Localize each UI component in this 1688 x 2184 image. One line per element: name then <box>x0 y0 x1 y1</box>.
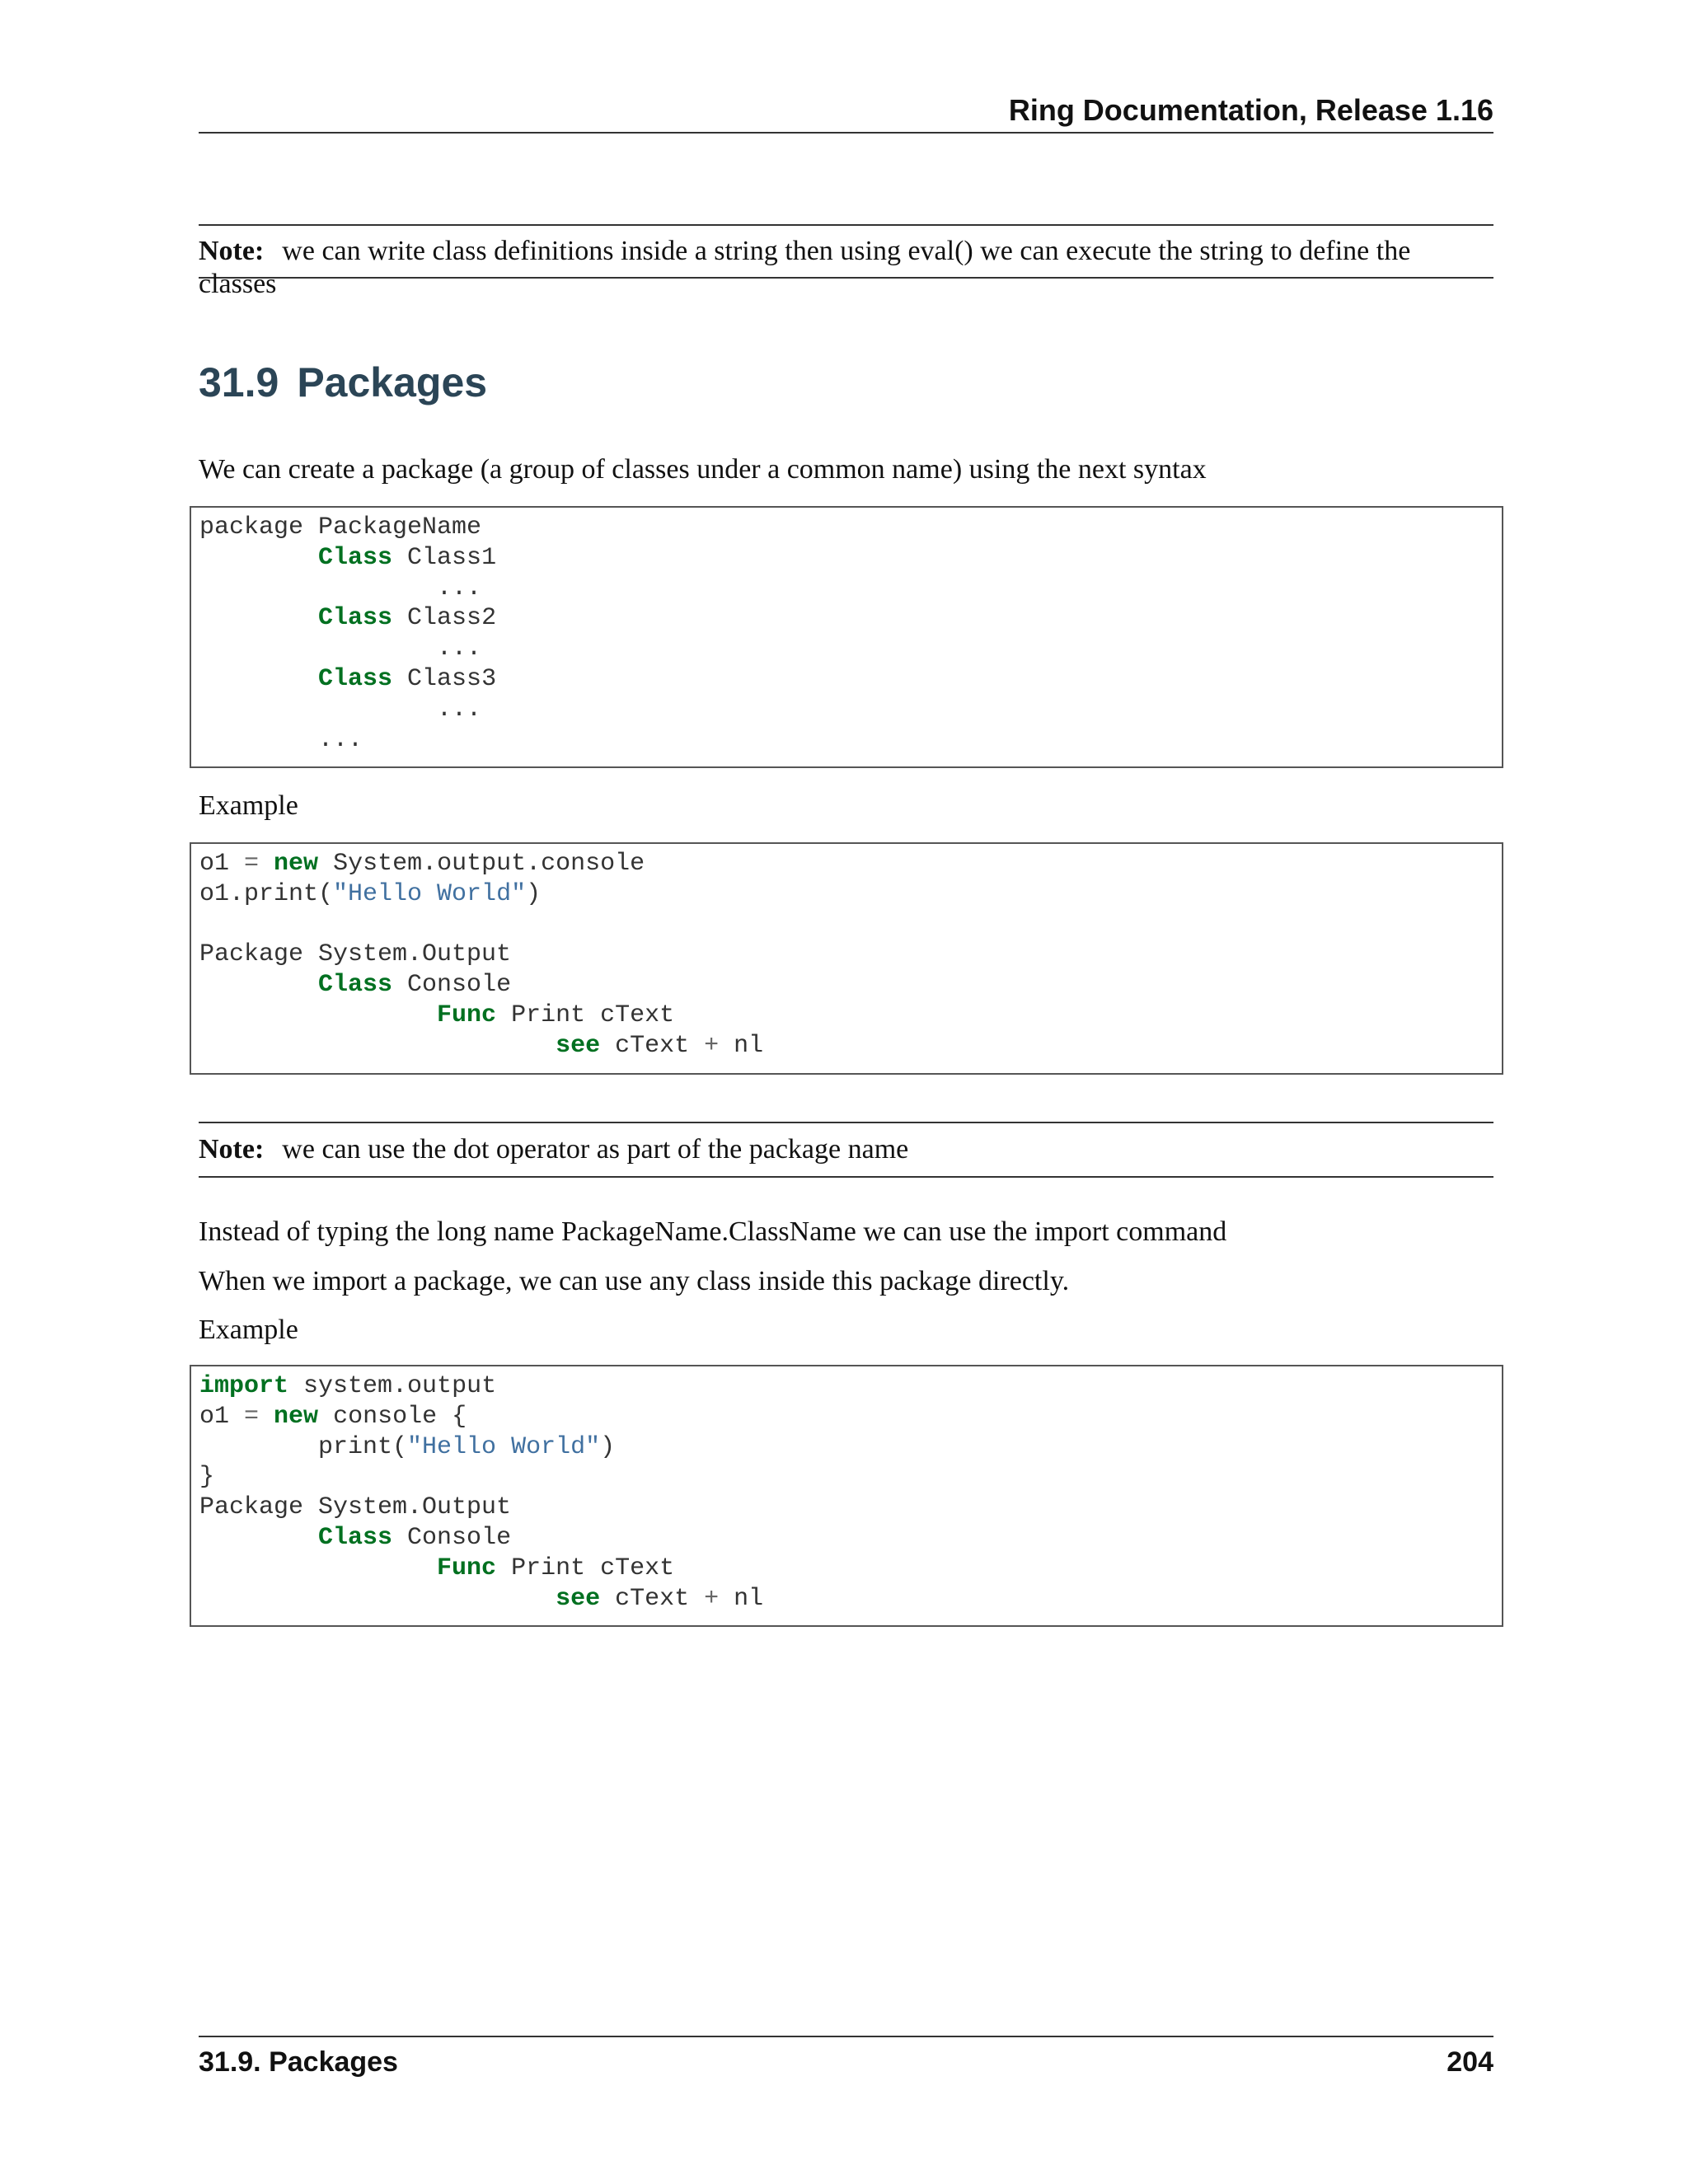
code-line <box>199 1554 1502 1584</box>
section-number: 31.9 <box>199 359 279 405</box>
note-text: we can use the dot operator as part of the package name <box>282 1134 909 1165</box>
code-line <box>199 1523 1502 1554</box>
code-line <box>199 1493 1502 1523</box>
code-string: "Hello World" <box>333 879 527 908</box>
example-label: Example <box>199 790 298 821</box>
code-operator: = <box>244 850 260 878</box>
code-keyword: Class <box>318 1523 393 1552</box>
code-text: system.output <box>288 1372 497 1400</box>
code-block-example-1 <box>190 842 1503 1075</box>
page-number: 204 <box>1447 2046 1493 2078</box>
footer-section: 31.9. Packages <box>199 2046 398 2078</box>
code-keyword: Class <box>318 664 393 693</box>
code-text: Print cText <box>496 1001 675 1029</box>
code-line <box>199 970 1502 1001</box>
code-operator: + <box>704 1031 720 1060</box>
code-keyword: Class <box>318 604 393 633</box>
code-line <box>199 543 1502 574</box>
code-line <box>199 849 1502 879</box>
page-footer <box>199 2036 1493 2079</box>
code-text: cText <box>600 1031 705 1060</box>
code-line <box>199 603 1502 634</box>
section-title: Packages <box>297 359 488 405</box>
code-string: "Hello World" <box>407 1432 601 1461</box>
code-text <box>199 1524 318 1552</box>
section-heading <box>199 358 487 407</box>
code-text <box>199 604 318 632</box>
code-line <box>199 940 1502 970</box>
code-keyword: new <box>274 1402 319 1431</box>
code-text: Console <box>392 971 512 1000</box>
code-text: nl <box>719 1031 764 1060</box>
code-text: Class2 <box>392 604 497 633</box>
code-text: o1.print( <box>199 879 334 908</box>
code-text: package PackageName <box>199 513 482 541</box>
code-line <box>199 513 1502 543</box>
code-line <box>199 879 1502 910</box>
code-line <box>199 695 1502 725</box>
code-keyword: import <box>199 1372 289 1400</box>
code-line <box>199 1584 1502 1615</box>
code-operator: + <box>704 1584 720 1613</box>
code-text: Package System.Output <box>199 1493 512 1522</box>
code-text: Print cText <box>496 1554 675 1582</box>
note-label: Note: <box>199 236 265 266</box>
import-paragraph: Instead of typing the long name PackageName.ClassName we can use the import command <box>199 1216 1227 1247</box>
code-text <box>199 1554 437 1582</box>
code-keyword: Func <box>437 1001 497 1029</box>
code-block-syntax <box>190 506 1503 768</box>
code-text: ... <box>199 635 482 663</box>
code-text: o1 <box>199 1402 245 1431</box>
code-text: Class1 <box>392 543 497 572</box>
code-line <box>199 664 1502 695</box>
code-text <box>199 1001 437 1029</box>
example-label: Example <box>199 1315 298 1345</box>
code-line <box>199 1031 1502 1062</box>
note-dot-operator <box>199 1122 1493 1178</box>
code-block-example-2 <box>190 1365 1503 1627</box>
code-operator: = <box>244 1402 260 1431</box>
code-text: console { <box>318 1402 467 1431</box>
code-line <box>199 1462 1502 1493</box>
code-text <box>259 850 274 878</box>
code-keyword: new <box>274 850 319 878</box>
code-line <box>199 634 1502 664</box>
code-text: System.output.console <box>318 850 645 878</box>
code-text: Class3 <box>392 664 497 693</box>
code-line <box>199 1402 1502 1432</box>
code-text: o1 <box>199 850 245 878</box>
code-keyword: Class <box>318 543 393 572</box>
code-text: ... <box>199 725 363 754</box>
code-text: ... <box>199 574 482 602</box>
code-text: Console <box>392 1523 512 1552</box>
code-text <box>199 665 318 693</box>
import-detail-paragraph: When we import a package, we can use any class inside this package directly. <box>199 1266 1070 1296</box>
code-keyword: see <box>556 1584 601 1613</box>
note-text: we can write class definitions inside a string then using eval() we can execute the string to define the classes <box>199 236 1411 299</box>
code-line <box>199 1432 1502 1463</box>
code-text <box>199 1585 556 1613</box>
code-text: print( <box>199 1432 408 1461</box>
code-text: ) <box>600 1432 616 1461</box>
code-keyword: Func <box>437 1554 497 1582</box>
code-text <box>199 1032 556 1060</box>
code-text: ... <box>199 695 482 724</box>
code-text: cText <box>600 1584 705 1613</box>
code-text <box>199 971 318 999</box>
code-text: Package System.Output <box>199 940 512 969</box>
page-header <box>199 92 1493 134</box>
note-eval <box>199 224 1493 299</box>
code-line <box>199 1001 1502 1031</box>
code-line <box>199 1371 1502 1402</box>
code-text: } <box>199 1463 215 1492</box>
code-line <box>199 725 1502 756</box>
code-text: nl <box>719 1584 764 1613</box>
header-title: Ring Documentation, Release 1.16 <box>1008 93 1493 127</box>
code-keyword: Class <box>318 971 393 1000</box>
code-keyword: see <box>556 1031 601 1060</box>
intro-paragraph: We can create a package (a group of classes under a common name) using the next syntax <box>199 454 1207 485</box>
code-text: ) <box>526 879 542 908</box>
code-line <box>199 910 1502 940</box>
code-text <box>199 544 318 572</box>
note-label: Note: <box>199 1134 265 1165</box>
code-text <box>259 1403 274 1431</box>
code-line <box>199 574 1502 604</box>
